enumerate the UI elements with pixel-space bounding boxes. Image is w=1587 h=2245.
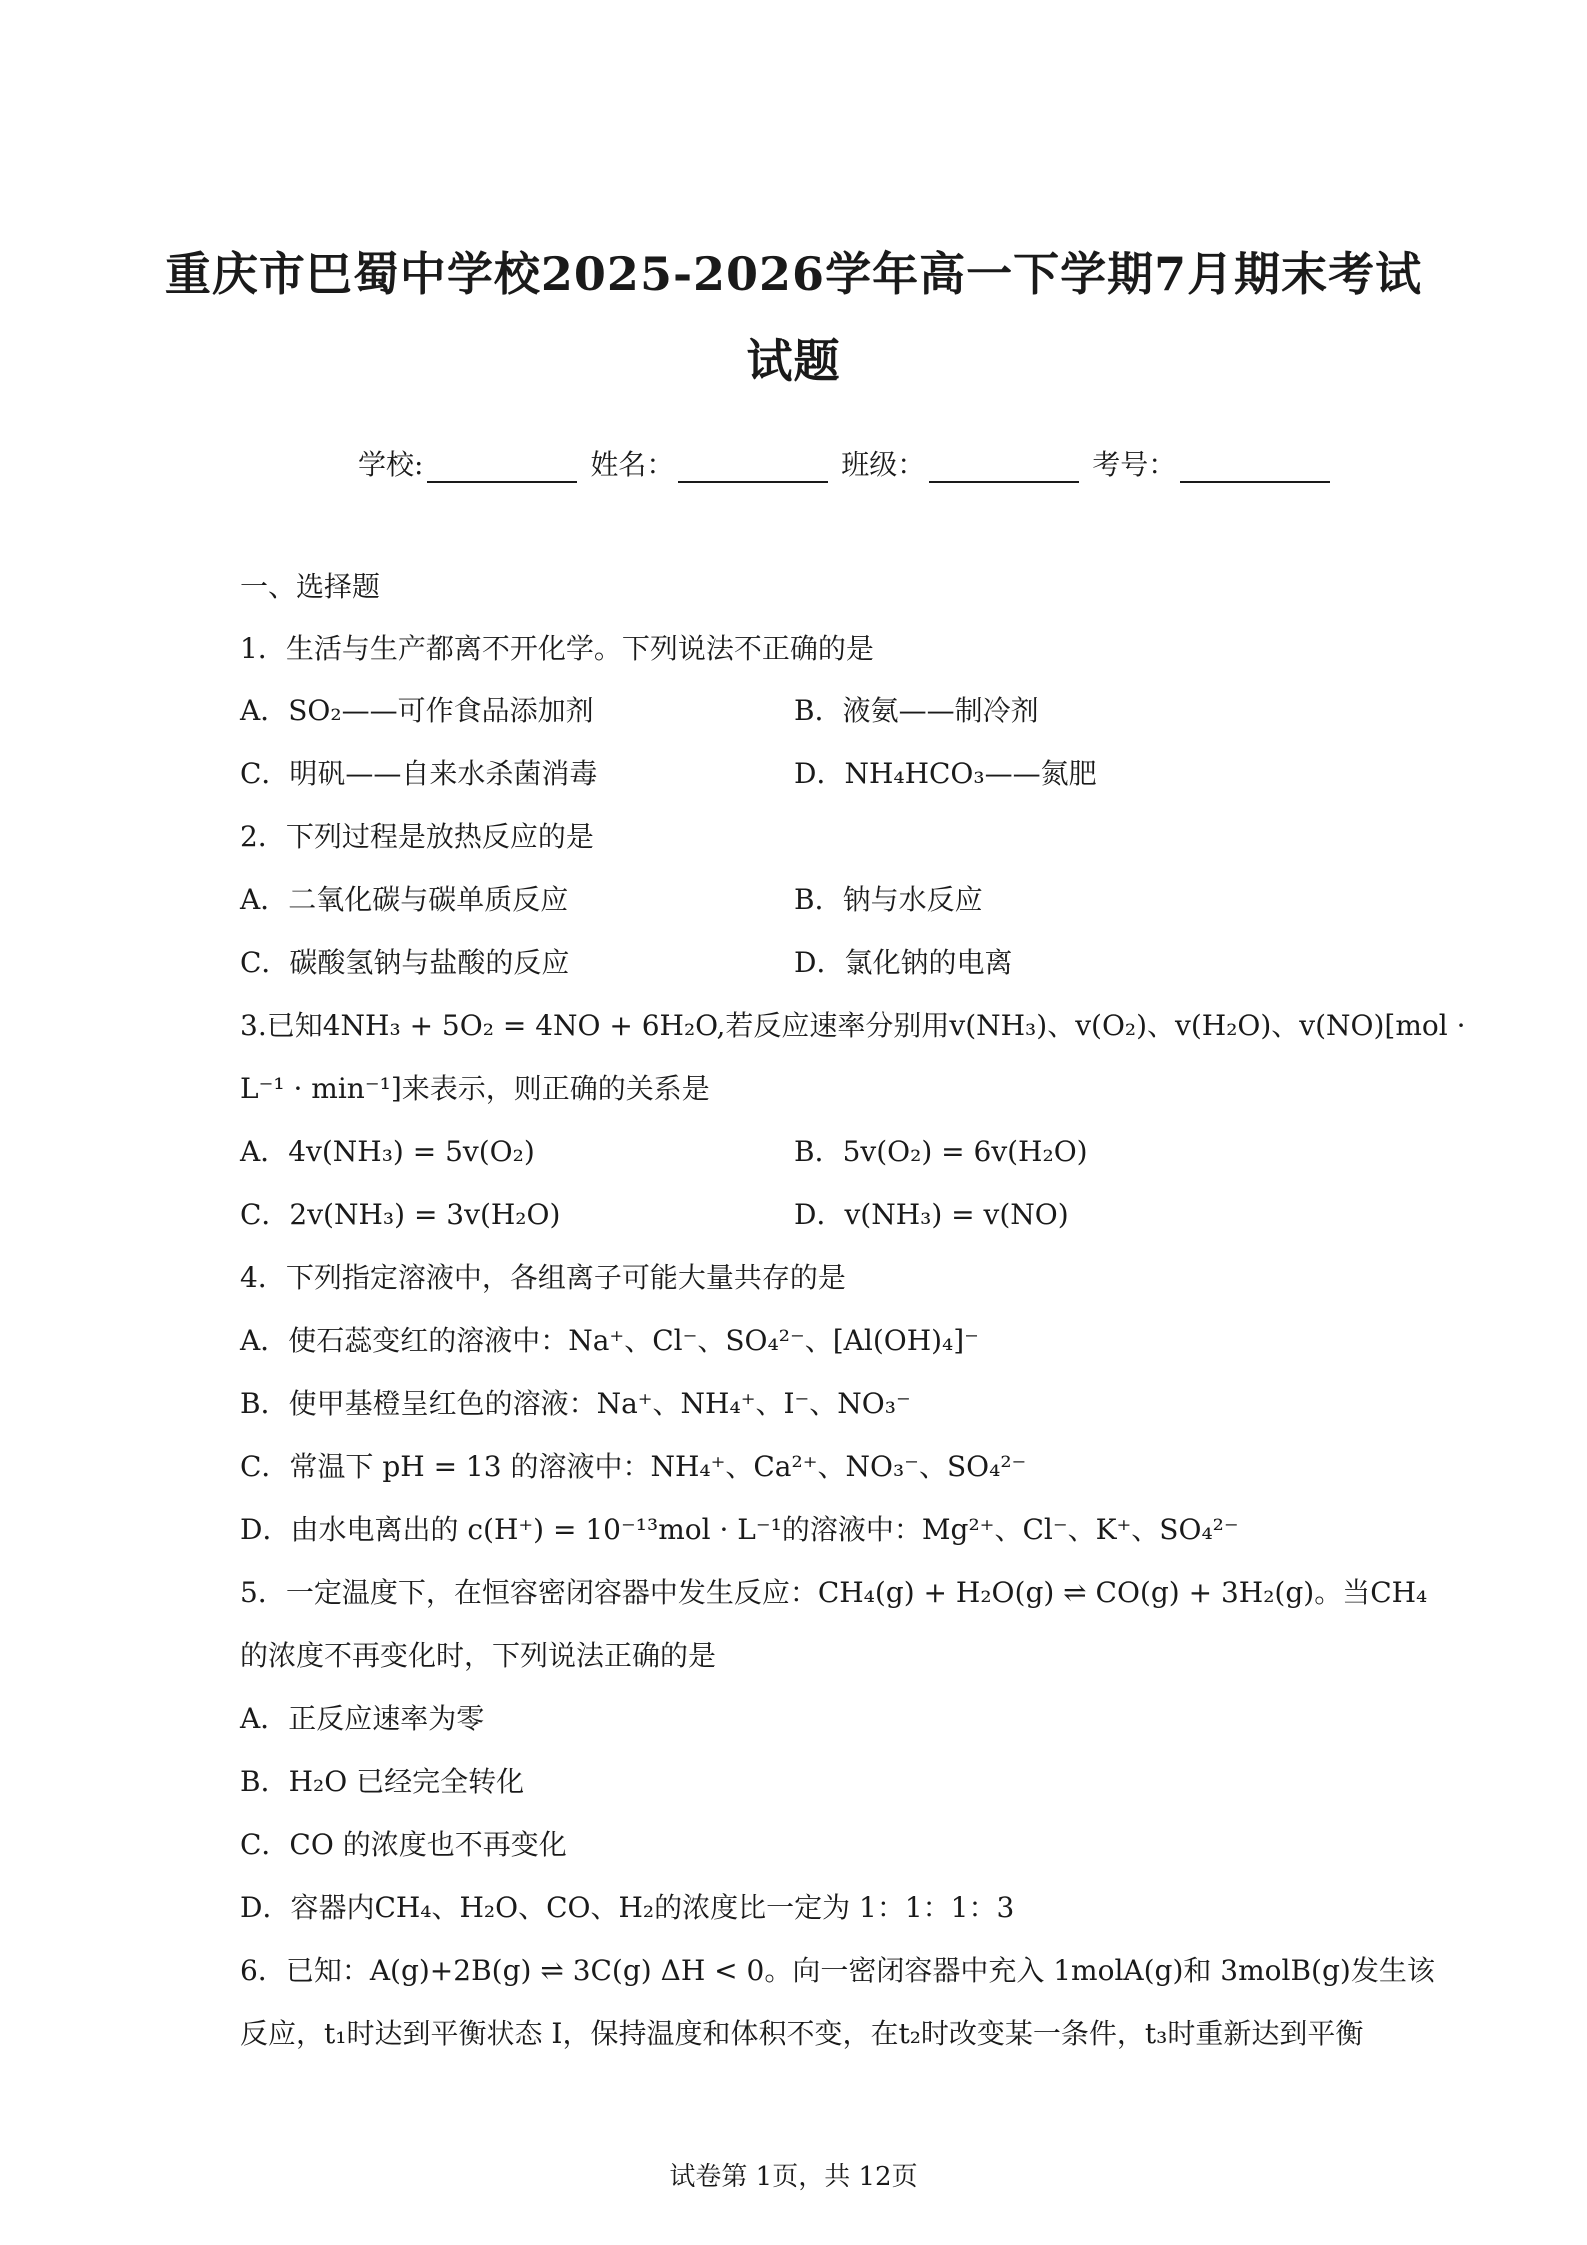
q3-stem-line-1: 3.已知4NH₃ + 5O₂ = 4NO + 6H₂O,若反应速率分别用v(NH₃)、v(O₂)、v(H₂O)、v(NO)[mol · — [240, 1009, 1466, 1042]
q4-option-b: B．使甲基橙呈红色的溶液：Na⁺、NH₄⁺、I⁻、NO₃⁻ — [240, 1387, 911, 1420]
q5-option-c: C．CO 的浓度也不再变化 — [240, 1828, 567, 1861]
q3-option-b: B．5v(O₂) = 6v(H₂O) — [794, 1135, 1088, 1168]
q5-stem-line-2: 的浓度不再变化时，下列说法正确的是 — [240, 1639, 717, 1672]
exam-no-label: 考号： — [1092, 448, 1177, 481]
q1-stem: 1．生活与生产都离不开化学。下列说法不正确的是 — [240, 632, 874, 665]
q4-option-d: D．由水电离出的 c(H⁺) = 10⁻¹³mol · L⁻¹的溶液中：Mg²⁺、Cl⁻、K⁺、SO₄²⁻ — [240, 1513, 1239, 1546]
q3-option-d: D．v(NH₃) = v(NO) — [794, 1198, 1069, 1231]
name-label: 姓名： — [590, 448, 675, 481]
q5-stem-line-1: 5．一定温度下，在恒容密闭容器中发生反应：CH₄(g) + H₂O(g) ⇌ CO(g) + 3H₂(g)。当CH₄ — [240, 1576, 1428, 1609]
q6-stem-line-1: 6．已知：A(g)+2B(g) ⇌ 3C(g) ΔH < 0。向一密闭容器中充入 1molA(g)和 3molB(g)发生该 — [240, 1954, 1435, 1987]
q1-option-a: A．SO₂——可作食品添加剂 — [240, 694, 594, 727]
q5-option-a: A．正反应速率为零 — [240, 1702, 485, 1735]
q4-option-c: C．常温下 pH = 13 的溶液中：NH₄⁺、Ca²⁺、NO₃⁻、SO₄²⁻ — [240, 1450, 1027, 1483]
q1-option-b: B．液氨——制冷剂 — [794, 694, 1039, 727]
q1-option-c: C．明矾——自来水杀菌消毒 — [240, 757, 598, 790]
student-info-row — [358, 443, 1334, 483]
class-blank[interactable] — [929, 453, 1079, 483]
section-heading: 一、选择题 — [240, 570, 381, 603]
name-blank[interactable] — [678, 453, 828, 483]
exam-title-line-2: 试题 — [746, 334, 841, 388]
q2-stem: 2．下列过程是放热反应的是 — [240, 820, 594, 853]
school-blank[interactable] — [427, 453, 577, 483]
q2-option-a: A．二氧化碳与碳单质反应 — [240, 883, 569, 916]
q3-stem-line-2: L⁻¹ · min⁻¹]来表示，则正确的关系是 — [240, 1072, 710, 1105]
exam-no-blank[interactable] — [1180, 453, 1330, 483]
school-label: 学校: — [358, 448, 424, 481]
q6-stem-line-2: 反应，t₁时达到平衡状态 I，保持温度和体积不变，在t₂时改变某一条件，t₃时重新达到平衡 — [240, 2017, 1364, 2050]
q2-option-b: B．钠与水反应 — [794, 883, 983, 916]
q3-option-c: C．2v(NH₃) = 3v(H₂O) — [240, 1198, 561, 1231]
q5-option-d: D．容器内CH₄、H₂O、CO、H₂的浓度比一定为 1：1：1：3 — [240, 1891, 1015, 1924]
class-label: 班级： — [841, 448, 926, 481]
q2-option-c: C．碳酸氢钠与盐酸的反应 — [240, 946, 570, 979]
q5-option-b: B．H₂O 已经完全转化 — [240, 1765, 525, 1798]
q4-option-a: A．使石蕊变红的溶液中：Na⁺、Cl⁻、SO₄²⁻、[Al(OH)₄]⁻ — [240, 1324, 979, 1357]
q2-option-d: D．氯化钠的电离 — [794, 946, 1013, 979]
page-footer: 试卷第 1页，共 12页 — [669, 2162, 918, 2192]
q1-option-d: D．NH₄HCO₃——氮肥 — [794, 757, 1097, 790]
q4-stem: 4．下列指定溶液中，各组离子可能大量共存的是 — [240, 1261, 846, 1294]
exam-title-line-1: 重庆市巴蜀中学校2025-2026学年高一下学期7月期末考试 — [164, 247, 1423, 301]
q3-option-a: A．4v(NH₃) = 5v(O₂) — [240, 1135, 535, 1168]
